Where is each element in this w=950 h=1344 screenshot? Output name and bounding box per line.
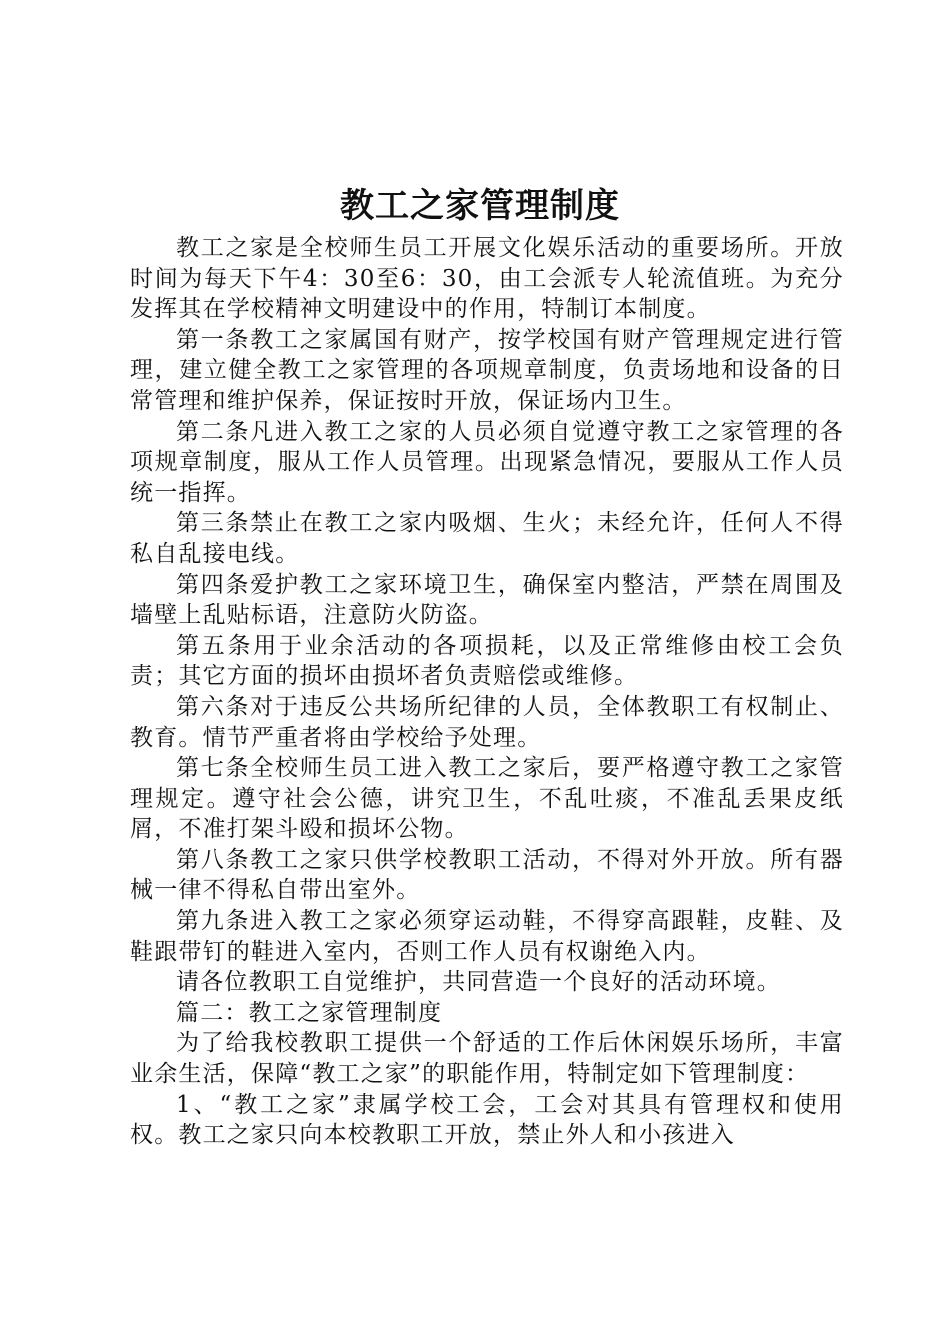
article-7-paragraph: 第七条全校师生员工进入教工之家后，要严格遵守教工之家管理规定。遵守社会公德，讲究卫生，不乱吐痰，不准乱丢果皮纸屑，不准打架斗殴和损坏公物。	[130, 755, 844, 843]
closing-paragraph: 请各位教职工自觉维护，共同营造一个良好的活动环境。	[176, 969, 781, 996]
document-title: 教工之家管理制度	[340, 186, 620, 226]
document-body	[130, 233, 844, 1151]
article-1-paragraph: 第一条教工之家属国有财产，按学校国有财产管理规定进行管理，建立健全教工之家管理的各项规章制度，负责场地和设备的日常管理和维护保养，保证按时开放，保证场内卫生。	[130, 326, 844, 414]
article-4-paragraph: 第四条爱护教工之家环境卫生，确保室内整洁，严禁在周围及墙壁上乱贴标语，注意防火防盗。	[130, 571, 844, 629]
article-3-paragraph: 第三条禁止在教工之家内吸烟、生火；未经允许，任何人不得私自乱接电线。	[130, 510, 844, 567]
article-8-paragraph: 第八条教工之家只供学校教职工活动，不得对外开放。所有器械一律不得私自带出室外。	[130, 846, 844, 904]
article-9-paragraph: 第九条进入教工之家必须穿运动鞋，不得穿高跟鞋，皮鞋、及鞋跟带钉的鞋进入室内，否则工作人员有权谢绝入内。	[130, 908, 844, 965]
article-2-paragraph: 第二条凡进入教工之家的人员必须自觉遵守教工之家管理的各项规章制度，服从工作人员管理。出现紧急情况，要服从工作人员统一指挥。	[130, 418, 844, 506]
section-two-heading: 篇二：教工之家管理制度	[176, 999, 443, 1026]
intro-paragraph: 教工之家是全校师生员工开展文化娱乐活动的重要场所。开放时间为每天下午4：30至6：30，由工会派专人轮流值班。为充分发挥其在学校精神文明建设中的作用，特制订本制度。	[130, 235, 844, 323]
section-two-item-1-paragraph: 1、“教工之家”隶属学校工会，工会对其具有管理权和使用权。教工之家只向本校教职工开放，禁止外人和小孩进入	[130, 1091, 844, 1149]
section-two-intro-paragraph: 为了给我校教职工提供一个舒适的工作后休闲娱乐场所，丰富业余生活，保障“教工之家”的职能作用，特制定如下管理制度：	[130, 1030, 844, 1088]
article-6-paragraph: 第六条对于违反公共场所纪律的人员，全体教职工有权制止、教育。情节严重者将由学校给予处理。	[130, 693, 844, 751]
article-5-paragraph: 第五条用于业余活动的各项损耗，以及正常维修由校工会负责；其它方面的损坏由损坏者负责赔偿或维修。	[130, 632, 844, 690]
